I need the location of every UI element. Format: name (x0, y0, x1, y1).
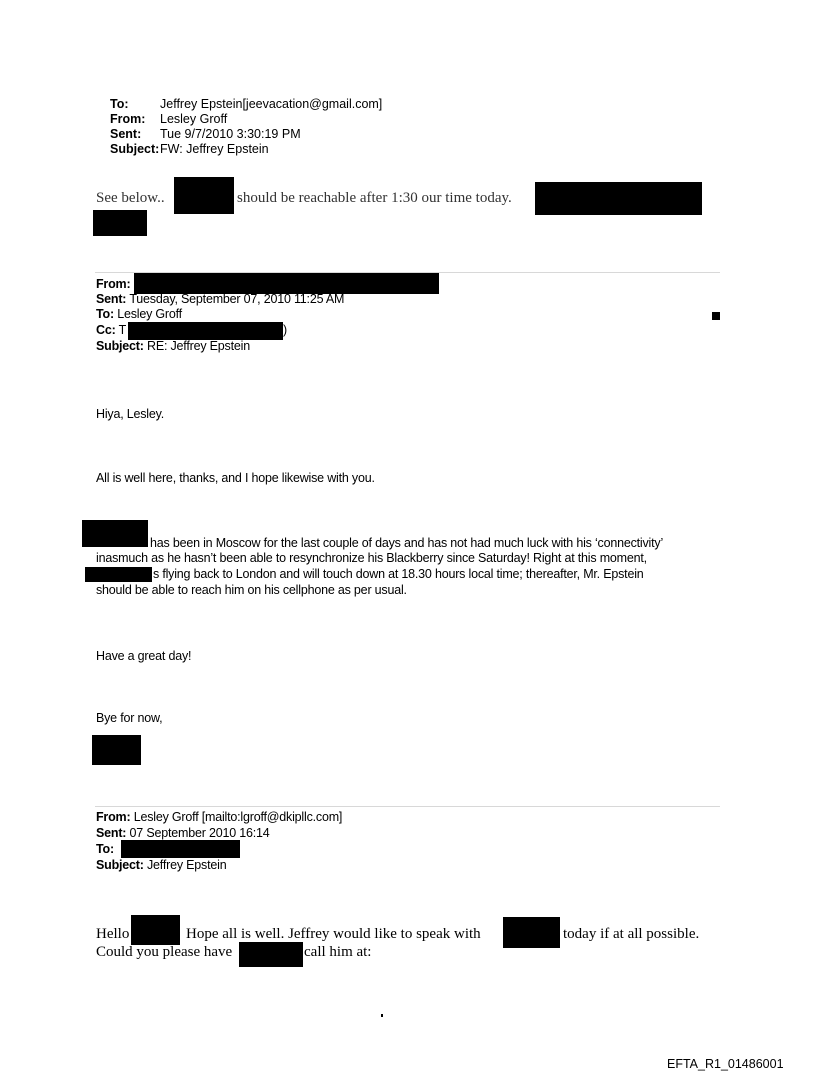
redaction-block (535, 182, 702, 215)
msg2-subject (96, 857, 226, 873)
redaction-block (85, 567, 152, 582)
msg2-sent-value: 07 September 2010 16:14 (129, 826, 270, 840)
msg1-from (96, 276, 130, 292)
msg1-subject-label: Subject: (96, 339, 144, 353)
msg2-subject-label: Subject: (96, 858, 144, 872)
msg1-sent (96, 291, 344, 307)
msg2-line1-b: Hope all is well. Jeffrey would like to speak with (186, 926, 481, 942)
redaction-block (503, 917, 560, 948)
subject-value: FW: Jeffrey Epstein (160, 142, 269, 156)
redaction-block (121, 840, 240, 858)
msg1-para2-line3: s flying back to London and will touch down at 18.30 hours local time; thereafter, Mr. Epstein (153, 567, 644, 581)
msg2-line1-a: Hello (96, 926, 130, 942)
to-value: Jeffrey Epstein[jeevacation@gmail.com] (160, 97, 383, 111)
intro-part2: should be reachable after 1:30 our time today. (237, 190, 512, 206)
from-label: From: (110, 112, 146, 126)
msg1-para2-line4: should be able to reach him on his cellphone as per usual. (96, 583, 407, 597)
msg2-sent (96, 825, 270, 841)
msg1-subject-value: RE: Jeffrey Epstein (147, 339, 250, 353)
msg1-para2-line1: has been in Moscow for the last couple of days and has not had much luck with his ‘connectivity’ (150, 536, 664, 550)
redaction-block (93, 210, 147, 236)
subject-label: Subject: (110, 142, 160, 156)
msg1-to (96, 306, 182, 322)
msg2-line1-c: today if at all possible. (563, 926, 700, 942)
from-value: Lesley Groff (160, 112, 228, 126)
msg2-line2-b: call him at: (304, 944, 372, 960)
msg1-cc-suffix: ) (283, 323, 287, 337)
msg1-cc-prefix: T (118, 323, 127, 337)
msg1-closing2: Bye for now, (96, 711, 163, 725)
msg1-to-value: Lesley Groff (117, 307, 182, 321)
marker-square (712, 312, 720, 320)
msg2-subject-value: Jeffrey Epstein (147, 858, 227, 872)
msg1-subject (96, 338, 250, 354)
redaction-block (239, 942, 303, 967)
msg1-closing1: Have a great day! (96, 649, 192, 663)
msg1-greeting: Hiya, Lesley. (96, 407, 165, 421)
msg2-sent-label: Sent: (96, 826, 127, 840)
bates-number: EFTA_R1_01486001 (667, 1057, 784, 1071)
header-to (110, 97, 382, 112)
msg2-to-label: To: (96, 842, 114, 856)
header-sent (110, 127, 301, 142)
speck-mark (381, 1014, 383, 1017)
msg2-to (96, 841, 114, 857)
intro-part1: See below.. (96, 190, 165, 206)
msg1-sent-value: Tuesday, September 07, 2010 11:25 AM (129, 292, 345, 306)
msg1-para2-line2: inasmuch as he hasn’t been able to resynchronize his Blackberry since Saturday! Right at this moment, (96, 551, 647, 565)
msg1-sent-label: Sent: (96, 292, 127, 306)
msg2-from-label: From: (96, 810, 131, 824)
header-from (110, 112, 227, 127)
msg2-from (96, 809, 342, 825)
redaction-block (131, 915, 180, 945)
msg1-from-label: From: (96, 277, 131, 291)
msg1-cc (96, 322, 126, 338)
msg1-to-label: To: (96, 307, 114, 321)
sent-value: Tue 9/7/2010 3:30:19 PM (160, 127, 301, 141)
sent-label: Sent: (110, 127, 142, 141)
msg1-cc-label: Cc: (96, 323, 116, 337)
header-subject (110, 142, 269, 157)
msg2-from-value: Lesley Groff [mailto:lgroff@dkipllc.com] (133, 810, 343, 824)
redaction-block (82, 520, 148, 547)
msg2-line2-a: Could you please have (96, 944, 233, 960)
redaction-block (92, 735, 141, 765)
redaction-block (174, 177, 234, 214)
msg1-para1: All is well here, thanks, and I hope likewise with you. (96, 471, 375, 485)
to-label: To: (110, 97, 129, 111)
divider (95, 806, 720, 807)
